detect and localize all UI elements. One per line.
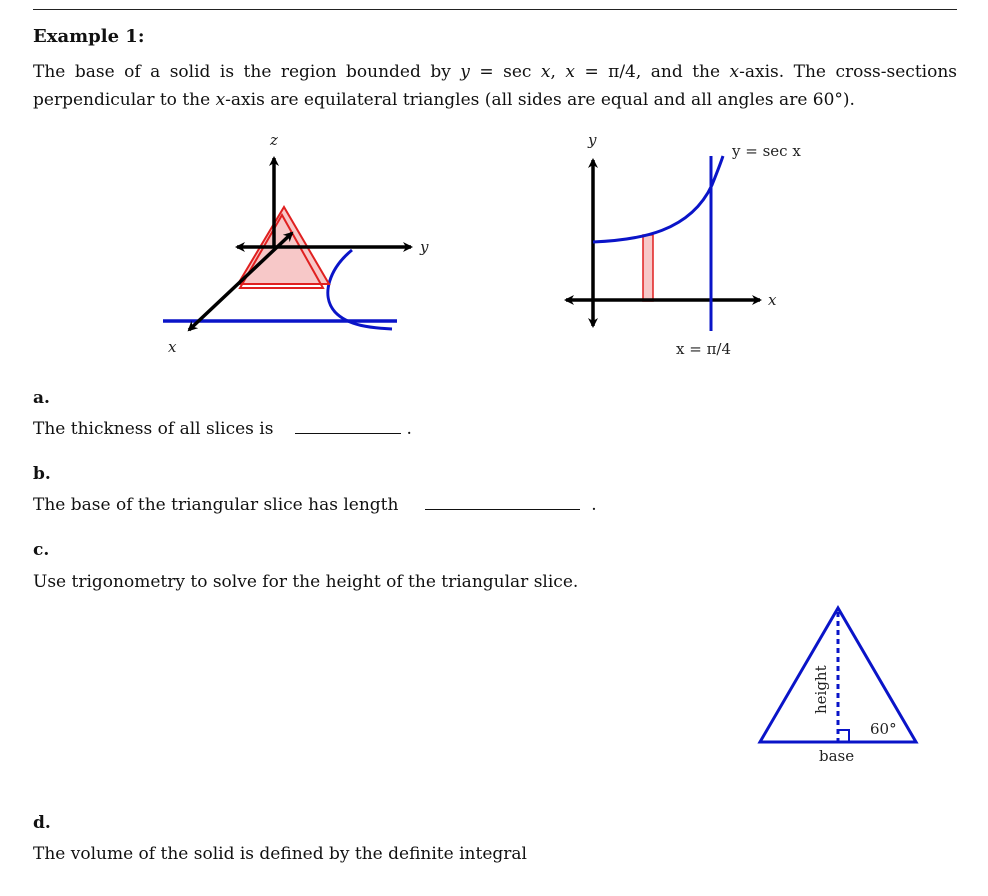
y-label-3d: y — [420, 238, 429, 256]
part-c-text: Use trigonometry to solve for the height of the triangular slice. — [33, 572, 579, 592]
height-label: height — [812, 665, 830, 714]
example-heading: Example 1: — [33, 26, 145, 47]
part-d-label: d. — [33, 813, 51, 833]
line-label: x = π/4 — [676, 340, 732, 358]
part-b-text: The base of the triangular slice has length . — [33, 495, 597, 515]
part-a-label: a. — [33, 388, 50, 408]
part-d-text: The volume of the solid is defined by the definite integral — [33, 844, 527, 864]
base-label: base — [819, 747, 855, 765]
right-angle-mark — [838, 730, 849, 742]
part-a-text: The thickness of all slices is . — [33, 419, 412, 439]
x-label-2d: x — [768, 291, 777, 309]
x-label-3d: x — [168, 338, 177, 356]
y-label-2d: y — [588, 131, 597, 149]
z-label: z — [270, 131, 278, 149]
part-c-label: c. — [33, 540, 50, 560]
part-b-label: b. — [33, 464, 51, 484]
angle-label: 60° — [870, 720, 897, 738]
curve-label: y = sec x — [732, 142, 801, 160]
problem-statement: The base of a solid is the region bounded by y = sec x, x = π/4, and the x-axis. The cross-sections perpendicular to the x-axis are equilateral triangles (all sides are equal and all angles are 60°). — [33, 62, 957, 110]
